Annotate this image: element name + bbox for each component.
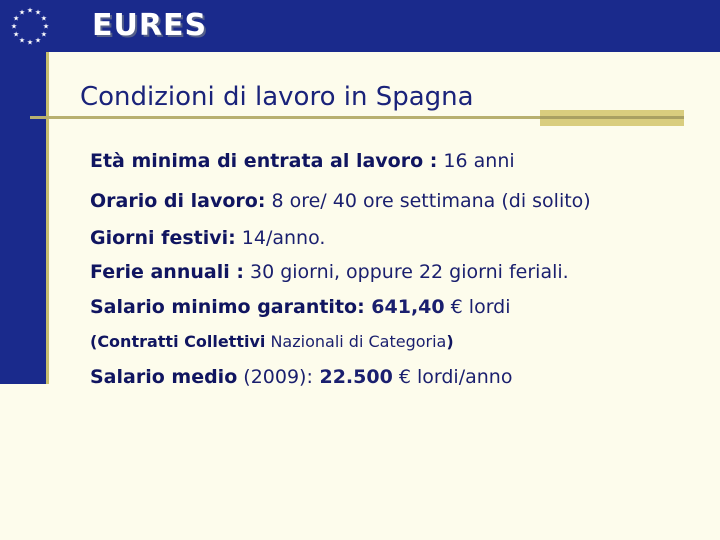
item-value: 30 giorni, oppure 22 giorni feriali. bbox=[243, 261, 569, 283]
list-item-holidays bbox=[90, 227, 325, 249]
list-item-min-age bbox=[90, 150, 515, 172]
sidebar-edge-decoration bbox=[46, 52, 49, 384]
item-value: Nazionali di Categoria bbox=[265, 332, 447, 351]
header-bar bbox=[0, 0, 720, 52]
item-value: 8 ore/ 40 ore settimana (di solito) bbox=[265, 190, 591, 212]
item-value-year: (2009): bbox=[237, 366, 313, 388]
star-icon: ★ bbox=[40, 14, 47, 23]
item-label: Contratti Collettivi bbox=[97, 332, 266, 351]
star-icon: ★ bbox=[42, 22, 50, 31]
paren-close: ) bbox=[446, 332, 454, 351]
star-icon: ★ bbox=[13, 14, 20, 23]
list-item-working-hours bbox=[90, 190, 591, 212]
item-value-amount: 641,40 bbox=[364, 296, 445, 318]
title-underline-block bbox=[540, 110, 684, 126]
item-label: Età minima di entrata al lavoro : bbox=[90, 150, 438, 172]
item-label: Orario di lavoro: bbox=[90, 190, 266, 212]
star-icon: ★ bbox=[34, 8, 42, 17]
star-icon: ★ bbox=[40, 30, 47, 39]
item-value: 16 anni bbox=[437, 150, 515, 172]
list-item-contracts-note bbox=[90, 332, 454, 351]
star-icon: ★ bbox=[18, 36, 26, 45]
item-label: Salario minimo garantito: bbox=[90, 296, 365, 318]
item-value-amount: 22.500 bbox=[312, 366, 393, 388]
star-icon: ★ bbox=[26, 38, 34, 47]
list-item-min-wage bbox=[90, 296, 511, 318]
star-icon: ★ bbox=[34, 36, 42, 45]
eu-stars-logo-icon bbox=[6, 4, 54, 48]
left-sidebar-decoration bbox=[0, 52, 48, 384]
list-item-annual-leave bbox=[90, 261, 569, 283]
list-item-avg-salary bbox=[90, 366, 512, 388]
item-label: Ferie annuali : bbox=[90, 261, 244, 283]
star-icon: ★ bbox=[18, 8, 26, 17]
page-title: Condizioni di lavoro in Spagna bbox=[80, 82, 474, 112]
item-value: € lordi bbox=[444, 296, 511, 318]
star-icon: ★ bbox=[13, 30, 20, 39]
star-icon: ★ bbox=[26, 6, 34, 15]
item-label: Salario medio bbox=[90, 366, 238, 388]
item-value: 14/anno. bbox=[235, 227, 326, 249]
paren-open: ( bbox=[90, 332, 98, 351]
item-value: € lordi/anno bbox=[392, 366, 513, 388]
brand-name: EURES bbox=[92, 8, 208, 43]
item-label: Giorni festivi: bbox=[90, 227, 236, 249]
star-icon: ★ bbox=[10, 22, 18, 31]
